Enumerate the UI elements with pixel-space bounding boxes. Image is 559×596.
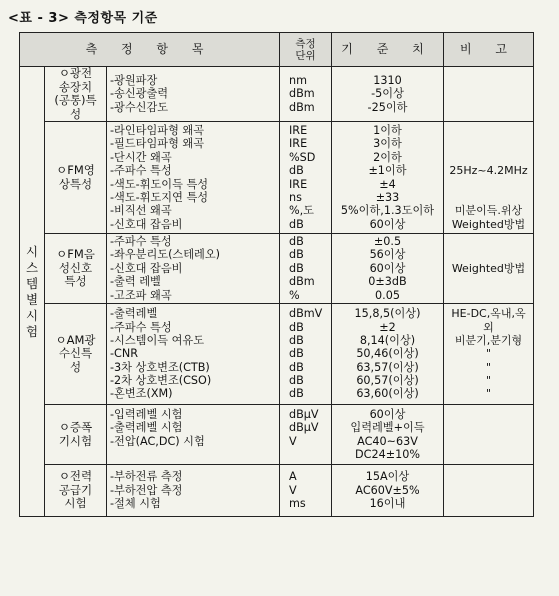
table-header-row bbox=[20, 33, 534, 67]
items-cell-line: -비직선 왜곡 bbox=[110, 204, 172, 218]
standard-cell-line: 0.05 bbox=[375, 288, 400, 302]
items-cell-line: -라인타임파형 왜곡 bbox=[110, 123, 205, 137]
unit-cell-line: dBmV bbox=[289, 307, 323, 321]
unit-cell-line: dB bbox=[289, 374, 304, 388]
unit-cell-line: V bbox=[289, 434, 297, 448]
items-cell-line: -단시간 왜곡 bbox=[110, 150, 172, 164]
items-cell-line: -혼변조(XM) bbox=[110, 387, 173, 401]
remarks-cell-line bbox=[447, 289, 530, 302]
standard-cell-line: DC24±10% bbox=[355, 447, 420, 461]
unit-cell-line: dB bbox=[289, 235, 304, 249]
remarks-cell bbox=[444, 234, 534, 304]
category-line: 성 bbox=[69, 106, 82, 121]
items-cell-line: -신호대 잡음비 bbox=[110, 217, 183, 231]
category-line: 시험 bbox=[64, 496, 87, 511]
remarks-cell bbox=[444, 122, 534, 234]
items-cell-line: -3차 상호변조(CTB) bbox=[110, 360, 210, 374]
remarks-cell-line: 외 bbox=[483, 320, 494, 334]
category-line: ㅇ증폭 bbox=[58, 420, 93, 434]
remarks-cell-line bbox=[447, 470, 530, 483]
header-remarks: 비 고 bbox=[444, 33, 534, 67]
items-cell bbox=[107, 304, 280, 405]
items-cell-line: -좌우분리도(스테레오) bbox=[110, 248, 221, 262]
unit-cell-line: IRE bbox=[289, 123, 308, 137]
standard-cell bbox=[332, 122, 444, 234]
remarks-cell bbox=[444, 67, 534, 122]
table-row bbox=[20, 234, 534, 304]
category-line: (공통)특 bbox=[54, 93, 97, 107]
standard-cell-line: 8,14(이상) bbox=[359, 333, 416, 347]
remarks-cell-line bbox=[447, 248, 530, 261]
unit-cell-line: dBm bbox=[289, 100, 315, 114]
category-line: ㅇ전력 bbox=[58, 469, 93, 484]
system-label-char: 시 bbox=[25, 307, 39, 323]
unit-cell-line: nm bbox=[289, 73, 307, 87]
standard-cell bbox=[332, 405, 444, 465]
table-row bbox=[20, 465, 534, 517]
standard-cell-line: ±1이하 bbox=[368, 164, 407, 178]
standard-cell-line: ±0.5 bbox=[373, 235, 402, 249]
items-cell bbox=[107, 234, 280, 304]
remarks-cell bbox=[444, 405, 534, 465]
standard-cell-line: 15A이상 bbox=[365, 470, 410, 484]
unit-cell-line: dBμV bbox=[289, 421, 319, 435]
unit-cell-line: dB bbox=[289, 387, 304, 401]
system-label-char: 험 bbox=[25, 323, 39, 339]
items-cell-line: -색도-휘도이득 특성 bbox=[110, 177, 209, 191]
table-row bbox=[20, 304, 534, 405]
standard-cell-line: AC60V±5% bbox=[355, 483, 420, 497]
remarks-cell-line: 비분기,분기형 bbox=[454, 333, 523, 347]
unit-cell bbox=[280, 304, 332, 405]
remarks-cell-line: Weighted방법 bbox=[451, 217, 526, 231]
unit-cell-line: dB bbox=[289, 360, 304, 374]
items-cell bbox=[107, 122, 280, 234]
remarks-cell-line: " bbox=[485, 374, 492, 388]
standard-cell bbox=[332, 67, 444, 122]
system-label-char: 별 bbox=[25, 291, 39, 307]
standard-cell-line: 60이상 bbox=[369, 407, 406, 421]
standard-cell-line: 60,57(이상) bbox=[356, 374, 419, 388]
remarks-cell-line bbox=[447, 484, 530, 497]
unit-cell-line: % bbox=[289, 288, 300, 302]
unit-cell-line: dBμV bbox=[289, 407, 319, 421]
standard-cell-line: 56이상 bbox=[369, 248, 406, 262]
remarks-cell-line bbox=[447, 74, 530, 87]
system-label-char: 스 bbox=[25, 259, 39, 275]
category-line: ㅇ광전 bbox=[58, 66, 93, 80]
remarks-cell-line: 미분이득.위상 bbox=[454, 204, 523, 218]
standard-cell-line: 15,8,5(이상) bbox=[354, 307, 421, 321]
category-line: 성 bbox=[69, 359, 82, 374]
unit-cell-line: V bbox=[289, 483, 297, 497]
remarks-cell-line bbox=[447, 497, 530, 510]
items-cell-line: -신호대 잡음비 bbox=[110, 261, 183, 275]
standard-cell-line: 60이상 bbox=[369, 261, 406, 275]
items-cell-line: -2차 상호변조(CSO) bbox=[110, 374, 212, 388]
standard-cell-line: 0±3dB bbox=[368, 275, 407, 289]
remarks-cell-line bbox=[447, 191, 530, 204]
remarks-cell-line bbox=[447, 101, 530, 114]
unit-cell bbox=[280, 234, 332, 304]
header-unit: 측정 단위 bbox=[280, 33, 332, 67]
category-cell bbox=[45, 122, 107, 234]
items-cell-line: -입력레벨 시험 bbox=[110, 407, 183, 421]
items-cell bbox=[107, 405, 280, 465]
system-label-char: 시 bbox=[25, 243, 39, 259]
remarks-cell-line bbox=[447, 87, 530, 100]
remarks-cell-line bbox=[447, 124, 530, 137]
category-line: ㅇFM음 bbox=[56, 247, 95, 262]
standard-cell bbox=[332, 465, 444, 517]
standard-cell-line: ±33 bbox=[375, 190, 400, 204]
unit-cell bbox=[280, 405, 332, 465]
unit-cell bbox=[280, 122, 332, 234]
unit-cell-line bbox=[283, 448, 328, 461]
remarks-cell-line: " bbox=[485, 360, 492, 374]
unit-cell-line: dB bbox=[289, 347, 304, 361]
category-cell bbox=[45, 67, 107, 122]
table-caption: <표 - 3> 측정항목 기준 bbox=[8, 11, 158, 26]
unit-cell-line: IRE bbox=[289, 137, 308, 151]
items-cell-line: -주파수 특성 bbox=[110, 320, 172, 334]
standard-cell-line: 입력레벨+이득 bbox=[350, 421, 425, 435]
unit-cell-line: dB bbox=[289, 320, 304, 334]
remarks-cell-line bbox=[447, 151, 530, 164]
unit-cell-line: dB bbox=[289, 261, 304, 275]
standard-cell-line: 3이하 bbox=[373, 137, 402, 151]
category-line: 공급기 bbox=[58, 482, 93, 497]
header-standard: 기 준 치 bbox=[332, 33, 444, 67]
standard-cell-line: 16이내 bbox=[369, 497, 406, 511]
remarks-cell-line bbox=[447, 408, 530, 421]
remarks-cell-line: Weighted방법 bbox=[451, 261, 526, 275]
standard-cell-line: 1이하 bbox=[373, 123, 402, 137]
items-cell-line: -출력레벨 시험 bbox=[110, 421, 183, 435]
items-cell-line: -전압(AC,DC) 시험 bbox=[110, 434, 205, 448]
category-cell bbox=[45, 234, 107, 304]
unit-cell bbox=[280, 67, 332, 122]
items-cell-line: -CNR bbox=[110, 347, 138, 361]
items-cell-line: -필드타임파형 왜곡 bbox=[110, 137, 205, 151]
category-line: ㅇAM광 bbox=[55, 332, 96, 347]
standard-cell bbox=[332, 234, 444, 304]
header-item: 측 정 항 목 bbox=[20, 33, 280, 67]
unit-cell bbox=[280, 465, 332, 517]
remarks-cell-line: " bbox=[485, 387, 492, 401]
items-cell-line: -출력레벨 bbox=[110, 307, 158, 321]
unit-cell-line: IRE bbox=[289, 177, 308, 191]
remarks-cell-line: " bbox=[485, 347, 492, 361]
standard-cell-line: ±4 bbox=[379, 177, 396, 191]
unit-cell-line: dB bbox=[289, 333, 304, 347]
standard-cell-line: 50,46(이상) bbox=[356, 347, 419, 361]
category-line: 특성 bbox=[64, 274, 87, 289]
standard-cell-line: -25이하 bbox=[367, 100, 408, 114]
category-cell bbox=[45, 304, 107, 405]
standard-cell-line: AC40~63V bbox=[357, 434, 418, 448]
unit-cell-line: dBm bbox=[289, 87, 315, 101]
standard-cell-line: -5이상 bbox=[371, 87, 404, 101]
category-line: 기시험 bbox=[58, 433, 93, 448]
unit-cell-line: ms bbox=[289, 497, 306, 511]
items-cell bbox=[107, 465, 280, 517]
unit-cell-line: A bbox=[289, 470, 297, 484]
items-cell-line: -송신광출력 bbox=[110, 87, 169, 101]
standard-cell-line: 2이하 bbox=[373, 150, 402, 164]
system-test-label bbox=[20, 67, 45, 517]
remarks-cell bbox=[444, 304, 534, 405]
items-cell-line: -출력 레벨 bbox=[110, 275, 161, 289]
standard-cell-line: 63,60(이상) bbox=[356, 387, 419, 401]
unit-cell-line: ns bbox=[289, 190, 302, 204]
standard-cell-line: 5%이하,1.3도이하 bbox=[340, 204, 435, 218]
items-cell-line bbox=[110, 448, 276, 461]
items-cell-line: -부하전압 측정 bbox=[110, 483, 183, 497]
items-cell-line: -부하전류 측정 bbox=[110, 470, 183, 484]
category-line: 상특성 bbox=[58, 176, 93, 191]
unit-cell-line: dB bbox=[289, 164, 304, 178]
unit-cell-line: dBm bbox=[289, 275, 315, 289]
measurement-standards-table bbox=[19, 32, 534, 517]
standard-cell-line: 60이상 bbox=[369, 217, 406, 231]
items-cell-line: -고조파 왜곡 bbox=[110, 288, 172, 302]
table-row bbox=[20, 67, 534, 122]
remarks-cell-line bbox=[447, 421, 530, 434]
items-cell bbox=[107, 67, 280, 122]
category-line: ㅇFM영 bbox=[56, 163, 95, 177]
items-cell-line: -광수신감도 bbox=[110, 100, 169, 114]
remarks-cell-line bbox=[447, 448, 530, 461]
remarks-cell bbox=[444, 465, 534, 517]
table-row bbox=[20, 405, 534, 465]
items-cell-line: -광원파장 bbox=[110, 73, 158, 87]
category-line: 성신호 bbox=[58, 260, 93, 275]
items-cell-line: -색도-휘도지연 특성 bbox=[110, 190, 209, 204]
items-cell-line: -주파수 특성 bbox=[110, 235, 172, 249]
unit-cell-line: %,도 bbox=[289, 204, 314, 218]
standard-cell-line: ±2 bbox=[379, 320, 396, 334]
category-cell bbox=[45, 465, 107, 517]
remarks-cell-line bbox=[447, 178, 530, 191]
items-cell-line: -절체 시험 bbox=[110, 497, 161, 511]
remarks-cell-line bbox=[447, 137, 530, 150]
unit-cell-line: %SD bbox=[289, 150, 316, 164]
remarks-cell-line bbox=[447, 275, 530, 288]
items-cell-line: -시스템이득 여유도 bbox=[110, 333, 205, 347]
category-line: 송장치 bbox=[58, 79, 93, 94]
unit-cell-line: dB bbox=[289, 217, 304, 231]
system-label-char: 템 bbox=[25, 275, 39, 291]
table-row bbox=[20, 122, 534, 234]
remarks-cell-line: 25Hz~4.2MHz bbox=[449, 164, 528, 178]
standard-cell-line: 63,57(이상) bbox=[356, 360, 419, 374]
remarks-cell-line: HE-DC,옥내,옥 bbox=[451, 307, 526, 321]
remarks-cell-line bbox=[447, 235, 530, 248]
items-cell-line: -주파수 특성 bbox=[110, 164, 172, 178]
category-cell bbox=[45, 405, 107, 465]
unit-cell-line: dB bbox=[289, 248, 304, 262]
standard-cell-line: 1310 bbox=[373, 73, 402, 87]
standard-cell bbox=[332, 304, 444, 405]
category-line: 수신특 bbox=[58, 346, 93, 361]
remarks-cell-line bbox=[447, 435, 530, 448]
